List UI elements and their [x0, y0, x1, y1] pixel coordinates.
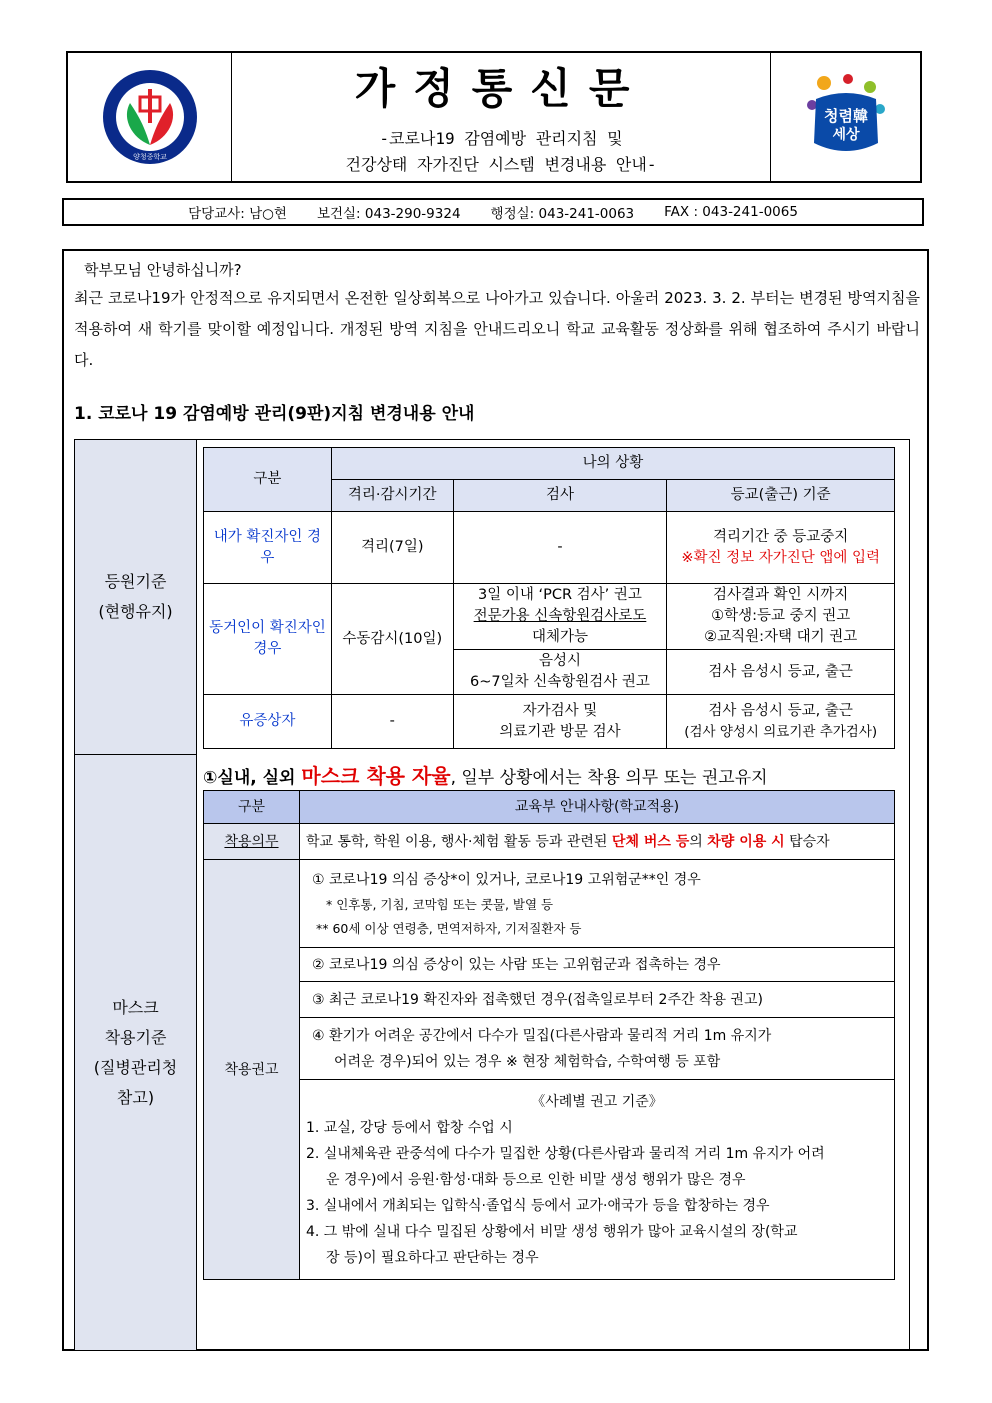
recommend-3: ③ 최근 코로나19 확진자와 접촉했던 경우(접촉일로부터 2주간 착용 권고)	[300, 982, 895, 1018]
row2-category: 동거인이 확진자인 경우	[204, 584, 332, 695]
cases-title: 《사례별 권고 기준》	[531, 1093, 663, 1110]
case-4-line1: 4. 그 밖에 실내 다수 밀집된 상황에서 비말 생성 행위가 많아 교육시설의 장(학교	[306, 1223, 798, 1240]
row2-school-a-line3: ②교직원:자택 대기 권고	[704, 629, 858, 645]
row1-test: -	[453, 512, 667, 584]
mandatory-text-b: 의	[689, 833, 708, 850]
intro-body: 최근 코로나19가 안정적으로 유지되면서 온전한 일상회복으로 나아가고 있습니다. 아울러 2023. 3. 2. 부터는 변경된 방역지침을 적용하여 새 학기를 맞이할 예정입니다. 개정된 방역 지침을 안내드리오니 학교 교육활동 정상화를 위해 협조하여 주시기 바랍니다.	[74, 289, 920, 369]
row1-school	[667, 512, 895, 584]
recommend-2: ② 코로나19 의심 증상이 있는 사람 또는 고위험군과 접촉하는 경우	[300, 948, 895, 982]
school-emblem-icon	[100, 67, 200, 167]
fax-contact: FAX : 043-241-0065	[664, 204, 798, 220]
row3-test-line1: 자가검사 및	[522, 702, 598, 719]
t1-header-category: 구분	[204, 448, 332, 512]
left-bottom-line2: 착용기준	[104, 1027, 167, 1047]
row1-school-line1: 격리기간 중 등교중지	[713, 528, 849, 545]
mandatory-text-red1: 단체 버스 등	[611, 833, 690, 850]
admin-office-contact: 행정실: 043-241-0063	[490, 206, 635, 222]
guideline-table	[74, 439, 910, 1351]
table-row	[204, 860, 895, 948]
row2-school-a-line2: ①학생:등교 중지 권고	[711, 608, 851, 624]
row2-test-a-line3: 대체가능	[531, 629, 588, 645]
left-top-line1: 등원기준	[104, 572, 167, 591]
recommend-1-line1: ① 코로나19 의심 증상*이 있거나, 코로나19 고위험군**인 경우	[312, 871, 701, 888]
case-2-line1: 2. 실내체육관 관중석에 다수가 밀집한 상황(다른사람과 물리적 거리 1m 유지가 어려	[306, 1145, 825, 1162]
row1-category: 내가 확진자인 경우	[204, 512, 332, 584]
recommend-1-note2: ** 60세 이상 연령층, 면역저하자, 기저질환자 등	[316, 920, 582, 936]
row3-school-line1: 검사 음성시 등교, 출근	[708, 702, 853, 719]
t1-header-isolation: 격리·감시기간	[331, 480, 453, 512]
newsletter-header	[66, 51, 922, 183]
mandatory-text	[300, 824, 895, 860]
case-1: 1. 교실, 강당 등에서 합창 수업 시	[306, 1119, 513, 1136]
case-4-line2: 장 등)이 필요하다고 판단하는 경우	[326, 1249, 539, 1266]
integrity-logo-icon	[796, 69, 896, 165]
section-title: 1. 코로나 19 감염예방 관리(9판)지침 변경내용 안내	[74, 404, 475, 424]
svg-text:양청중학교: 양청중학교	[132, 153, 167, 161]
teacher-contact: 담당교사: 남○현	[188, 206, 287, 222]
main-content	[62, 249, 929, 1351]
recommend-4-line2: 어려운 경우)되어 있는 경우 ※ 현장 체험학습, 수학여행 등 포함	[334, 1053, 721, 1070]
table-row	[204, 584, 895, 650]
table-row	[204, 1018, 895, 1080]
row2-school-a-line1: 검사결과 확인 시까지	[713, 587, 849, 603]
mask-headline-highlight: 마스크 착용 자율	[301, 764, 451, 788]
table-row	[204, 512, 895, 584]
cases-block	[300, 1080, 895, 1280]
table-row	[204, 982, 895, 1018]
table-row	[204, 695, 895, 749]
mask-criteria-label	[75, 755, 197, 1350]
row1-isolation: 격리(7일)	[331, 512, 453, 584]
t2-header-category: 구분	[204, 791, 300, 824]
case-3: 3. 실내에서 개최되는 입학식·졸업식 등에서 교가·애국가 등을 합창하는 경우	[306, 1197, 770, 1214]
attendance-criteria-label	[75, 440, 197, 755]
t1-header-school: 등교(출근) 기준	[667, 480, 895, 512]
mandatory-text-c: 탑승자	[784, 833, 830, 850]
row2-school-a	[667, 584, 895, 650]
recommend-1	[300, 860, 895, 948]
row2-test-a-line2: 전문가용 신속항원검사로도	[473, 608, 647, 624]
row1-school-line2: ※확진 정보 자가진단 앱에 입력	[681, 549, 880, 566]
mandatory-text-red2: 차량 이용 시	[707, 833, 785, 850]
row2-test-a	[453, 584, 667, 650]
attendance-table	[203, 447, 895, 749]
mandatory-label: 착용의무	[204, 824, 300, 860]
left-bottom-line4: 참고)	[116, 1087, 155, 1107]
t2-header-guide: 교육부 안내사항(학교적용)	[300, 791, 895, 824]
school-logo-cell	[68, 53, 232, 181]
recommend-label: 착용권고	[204, 860, 300, 1280]
row3-isolation: -	[331, 695, 453, 749]
left-bottom-line3: (질병관리청	[93, 1057, 178, 1077]
greeting: 학부모님 안녕하십니까?	[84, 261, 242, 279]
health-room-contact: 보건실: 043-290-9324	[316, 206, 461, 222]
integrity-logo-cell	[770, 53, 920, 181]
row2-school-b: 검사 음성시 등교, 출근	[667, 650, 895, 695]
table-row	[204, 948, 895, 982]
mask-headline-suffix: , 일부 상황에서는 착용 의무 또는 권고유지	[450, 768, 768, 788]
row2-test-b-line2: 6~7일차 신속항원검사 권고	[470, 674, 650, 690]
t1-header-test: 검사	[453, 480, 667, 512]
page-title: 가정통신문	[354, 64, 648, 113]
case-2-line2: 운 경우)에서 응원·함성·대화 등으로 인한 비말 생성 행위가 많은 경우	[326, 1171, 746, 1188]
row2-test-b-line1: 음성시	[538, 653, 581, 669]
left-bottom-line1: 마스크	[112, 997, 159, 1017]
svg-text:청렴韓: 청렴韓	[823, 107, 868, 125]
row3-school	[667, 695, 895, 749]
table-row	[204, 824, 895, 860]
t1-header-my-status: 나의 상황	[331, 448, 894, 480]
row2-isolation: 수동감시(10일)	[331, 584, 453, 695]
subtitle-line1: -코로나19 감염예방 관리지침 및	[379, 129, 623, 148]
subtitle-line2: 건강상태 자가진단 시스템 변경내용 안내-	[345, 155, 657, 174]
table-row	[204, 1080, 895, 1280]
recommend-4	[300, 1018, 895, 1080]
left-top-line2: (현행유지)	[98, 602, 173, 621]
title-cell	[232, 53, 770, 181]
mask-headline-prefix: ①실내, 실외	[203, 768, 302, 788]
row3-test	[453, 695, 667, 749]
mandatory-text-a: 학교 통학, 학원 이용, 행사·체험 활동 등과 관련된	[306, 833, 612, 850]
row3-school-line2: (검사 양성시 의료기관 추가검사)	[684, 723, 878, 740]
mask-table	[203, 790, 895, 1280]
row3-test-line2: 의료기관 방문 검사	[499, 723, 621, 740]
svg-text:세상: 세상	[831, 127, 860, 143]
row2-test-a-line1: 3일 이내 ‘PCR 검사’ 권고	[478, 587, 642, 603]
row2-test-b	[453, 650, 667, 695]
recommend-4-line1: ④ 환기가 어려운 공간에서 다수가 밀집(다른사람과 물리적 거리 1m 유지가	[312, 1027, 772, 1044]
contact-bar	[62, 198, 924, 226]
intro-text	[74, 257, 920, 376]
mask-headline	[203, 760, 768, 789]
recommend-1-note1: * 인후통, 기침, 코막힘 또는 콧물, 발열 등	[326, 896, 554, 912]
row3-category: 유증상자	[204, 695, 332, 749]
